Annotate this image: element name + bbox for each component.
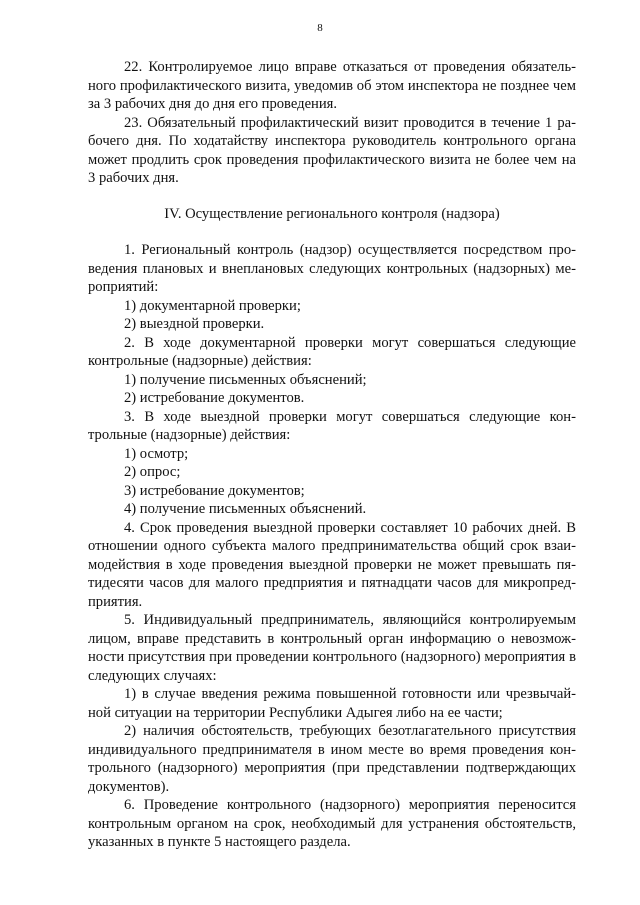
section-heading: IV. Осуществление регионального контроля (надзора)	[164, 205, 500, 222]
paragraph-5: 5. Индивидуальный предприниматель, являющийся контролируемым лицом, вправе представить в контрольный орган информацию о невозможности присутствия при проведении контрольного (надзорного) мероприятия в следующих случаях:	[88, 612, 576, 684]
page-number: 8	[317, 22, 323, 34]
list-item: 4) получение письменных объяснений.	[124, 501, 367, 517]
paragraph-3: 3. В ходе выездной проверки могут совершаться следующие контрольные (надзорные) действия:	[88, 408, 576, 443]
list-item: 1) осмотр;	[124, 445, 189, 462]
list-item: 1) документарной проверки;	[124, 297, 301, 314]
list-item: 3) истребование документов;	[124, 482, 305, 499]
paragraph-6: 6. Проведение контрольного (надзорного) мероприятия переносится контрольным органом на срок, необходимый для устранения обстоятельств, указанных в пункте 5 настоящего раздела.	[88, 797, 576, 850]
list-item: 1) получение письменных объяснений;	[124, 371, 367, 388]
list-item: 2) наличия обстоятельств, требующих безотлагательного присутствия индивидуального предпринимателя в ином месте во время проведения контрольного (надзорного) мероприятия (при представлении подтверждающих документов).	[88, 723, 576, 795]
list-item: 2) истребование документов.	[124, 390, 305, 406]
document-body	[88, 58, 576, 852]
paragraph-1: 1. Региональный контроль (надзор) осуществляется посредством проведения плановых и внеплановых следующих контрольных (надзорных) мероприятий:	[88, 242, 576, 295]
list-item: 1) в случае введения режима повышенной готовности или чрезвычайной ситуации на территории Республики Адыгея либо на ее части;	[88, 686, 576, 721]
list-item: 2) опрос;	[124, 464, 181, 480]
paragraph-2: 2. В ходе документарной проверки могут совершаться следующие контрольные (надзорные) действия:	[88, 334, 576, 369]
list-item: 2) выездной проверки.	[124, 316, 265, 332]
paragraph-4: 4. Срок проведения выездной проверки составляет 10 рабочих дней. В отношении одного субъекта малого предпринимательства общий срок взаимодействия в ходе проведения выездной проверки не может превышать пятидесяти часов для малого предприятия и пятнадцати часов для микропредприятия.	[88, 519, 576, 610]
paragraph-23: 23. Обязательный профилактический визит проводится в течение 1 рабочего дня. По ходатайству инспектора руководитель контрольного органа может продлить срок проведения профилактического визита не более чем на 3 рабочих дня.	[88, 114, 576, 186]
paragraph-22: 22. Контролируемое лицо вправе отказаться от проведения обязательного профилактического визита, уведомив об этом инспектора не позднее чем за 3 рабочих дня до дня его проведения.	[88, 59, 576, 112]
